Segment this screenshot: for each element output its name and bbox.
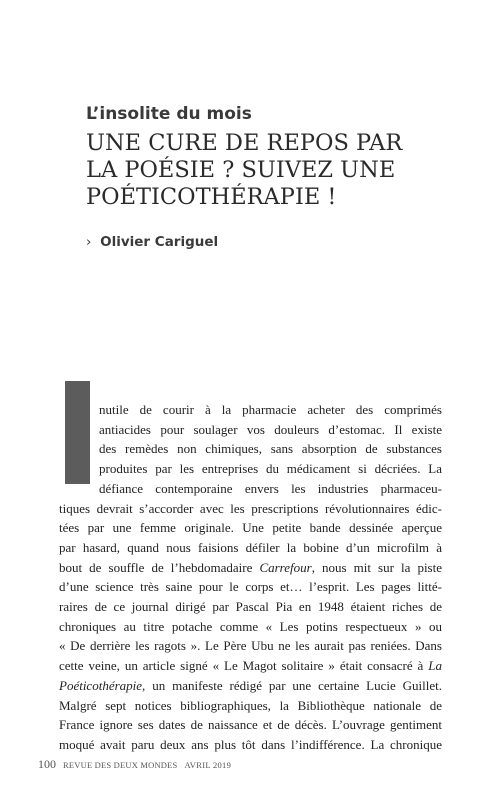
body-line: raires de ce journal dirigé par Pascal Pia en 1948 étaient riches de: [59, 599, 442, 615]
body-line: cette veine, un article signé « Le Magot solitaire » était consacré à La: [59, 658, 442, 674]
article-title: [86, 130, 486, 211]
page-footer: [38, 755, 231, 773]
body-line: par hasard, quand nous faisions défiler la bobine d’un microfilm à: [59, 539, 442, 555]
title-line: POÉTICOTHÉRAPIE !: [86, 184, 337, 210]
rubric-label: L’insolite du mois: [86, 104, 252, 124]
body-line: nutile de courir à la pharmacie acheter des comprimés: [99, 402, 442, 417]
author-name: Olivier Cariguel: [100, 234, 219, 250]
body-line: « De derrière les ragots ». Le Père Ubu ne les aurait pas reniées. Dans: [59, 638, 442, 654]
body-line: France ignore ses dates de naissance et de décès. L’ouvrage gentiment: [59, 717, 442, 733]
body-line: d’une science très saine pour le corps et… l’esprit. Les pages litté-: [59, 579, 442, 595]
body-line: antiacides pour soulager vos douleurs d’estomac. Il existe: [99, 421, 442, 437]
body-line: Malgré sept notices bibliographiques, la Bibliothèque nationale de: [59, 697, 442, 713]
article-body: [59, 400, 442, 755]
chevron-right-icon: ›: [86, 234, 92, 250]
body-line: Poéticothérapie, un manifeste rédigé par une certaine Lucie Guillet.: [59, 677, 442, 693]
body-line: défiance contemporaine envers les industries pharmaceu-: [99, 480, 442, 496]
page-number: 100: [38, 757, 56, 771]
body-line: des remèdes non chimiques, sans absorption de substances: [99, 441, 442, 457]
body-line: chroniques au titre potache comme « Les potins respectueux » ou: [59, 618, 442, 634]
title-line: UNE CURE DE REPOS PAR: [86, 130, 403, 156]
author-byline: [86, 234, 218, 250]
body-line: produites par les entreprises du médicament si décriées. La: [99, 461, 442, 477]
body-line: tées par une femme originale. Une petite bande dessinée aperçue: [59, 520, 442, 536]
title-line: LA POÉSIE ? SUIVEZ UNE: [86, 157, 396, 183]
body-line: moqué avait paru deux ans plus tôt dans l’indifférence. La chronique: [59, 736, 442, 752]
body-line: bout de souffle de l’hebdomadaire Carrefour, nous mit sur la piste: [59, 559, 442, 575]
publication-name: REVUE DES DEUX MONDES: [63, 760, 178, 770]
body-line: tiques devrait s’accorder avec les prescriptions révolutionnaires édic-: [59, 500, 442, 516]
issue-date: AVRIL 2019: [184, 760, 232, 770]
